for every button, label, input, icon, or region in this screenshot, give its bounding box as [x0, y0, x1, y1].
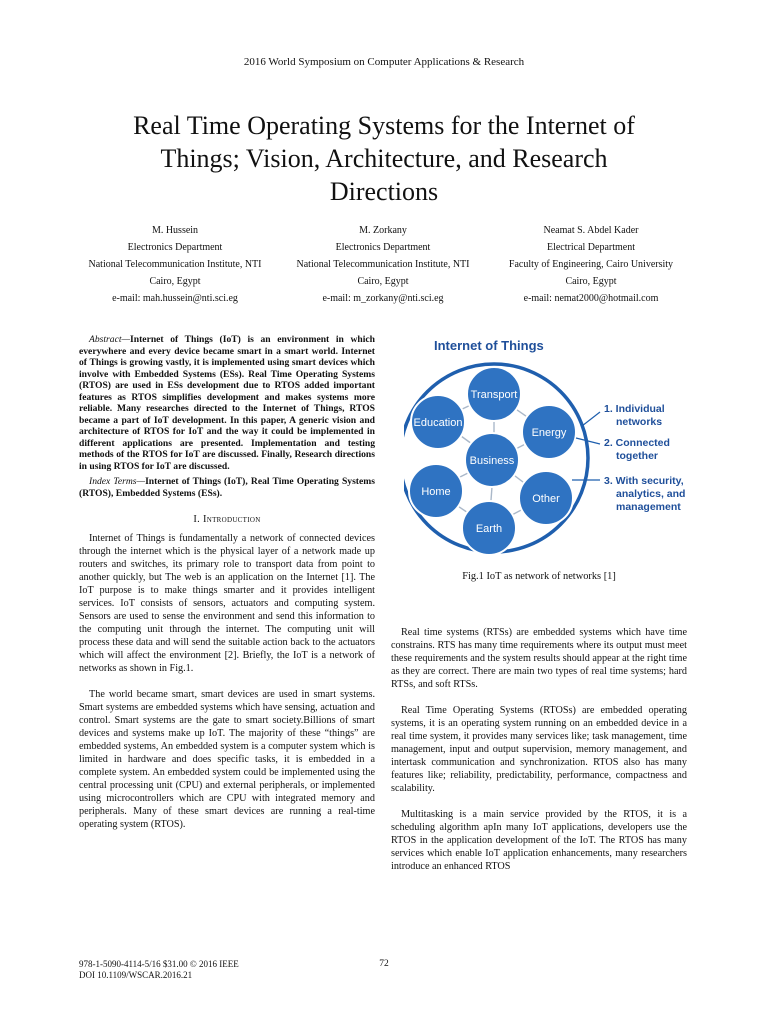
- paragraph: Real time systems (RTSs) are embedded systems which have time constrains. RTS has many time requirements where its output must meet these requirements and the system results should appear at the right time as they are correct. There are main two types of real time systems; hard RTSs, and soft RTSs.: [391, 627, 687, 690]
- paper-title: [60, 109, 708, 208]
- abstract-text: Internet of Things (IoT) is an environment in which everywhere and every device became smart in a smart world. Internet of Things is growing vastly, it is implemented using smart devices which involve with Embedded Systems (ESs). Real Time Operating Systems (RTOS) are used in ESs development due to RTOS added important features as RTOS simplifies development and makes systems more reliable. Many researches directed to the Internet of Things, RTOS became a part of IoT development. In this paper, A generic vision and architecture of RTOS for IoT and the way it could be implemented in different applications are presented. Implementation and testing methods of the RTOS for IoT are discussed. Finally, Research directions in using RTOS for IoT are discussed.: [79, 334, 375, 472]
- author-email: e-mail: mah.hussein@nti.sci.eg: [112, 293, 238, 304]
- paragraph: Real Time Operating Systems (RTOSs) are embedded operating systems, it is an operating system running on an embedded device in a real time system, it provides many services like; task management, time management, input and output supervision, memory management, and intertask communication and synchronization. RTOS also has many features like; reliability, predictability, performance, compactness and scalability.: [391, 705, 687, 794]
- note-2-line-2: together: [616, 450, 658, 462]
- author-city: Cairo, Egypt: [565, 276, 617, 287]
- node-earth: [462, 501, 516, 555]
- index-terms: [79, 476, 375, 499]
- node-transport: [467, 367, 521, 421]
- author-inst: National Telecommunication Institute, NTI: [296, 259, 470, 270]
- paragraph: Internet of Things is fundamentally a network of connected devices through the internet which is the physical layer of a network made up routers and switches, its primary role to transport data from point to another quickly, but The web is an application on the Internet [1]. The IoT purpose is to make things smarter and it provides intelligent services. IoT consists of sensors, actuators and computing system. Sensors are used to sense the environment and send this information to the computing unit through the internet. The computing unit will process these data and will send the suitable action back to the actuators which will affect the environment [2]. Briefly, the IoT is a network of networks as shown in Fig.1.: [79, 533, 375, 674]
- figure-title: Internet of Things: [434, 338, 544, 353]
- node-label: Home: [421, 486, 451, 498]
- note-3-line-3: management: [616, 501, 681, 513]
- node-label: Earth: [475, 523, 503, 535]
- node-label: Transport: [470, 389, 518, 401]
- author-dept: Electronics Department: [335, 242, 431, 253]
- author-city: Cairo, Egypt: [357, 276, 409, 287]
- author-email: e-mail: m_zorkany@nti.sci.eg: [322, 293, 444, 304]
- note-3-line-1: 3. With security,: [604, 475, 684, 487]
- author-email: e-mail: nemat2000@hotmail.com: [523, 293, 659, 304]
- page-number: 72: [379, 959, 389, 969]
- author-inst: National Telecommunication Institute, NTI: [88, 259, 262, 270]
- isbn-line: 978-1-5090-4114-5/16 $31.00 © 2016 IEEE: [79, 959, 239, 969]
- author-city: Cairo, Egypt: [149, 276, 201, 287]
- note-1-line-1: 1. Individual: [604, 403, 665, 415]
- note-1-line-2: networks: [616, 416, 663, 428]
- node-energy: [522, 405, 576, 459]
- node-business: [465, 433, 519, 487]
- conference-header: 2016 World Symposium on Computer Applications & Research: [243, 56, 525, 68]
- paragraph: Multitasking is a main service provided by the RTOS, it is a scheduling algorithm apIn many IoT applications, developers use the RTOS in the application development of the IoT. The RTOS has many services which enable IoT application enhancements, many researchers introduce an enhanced RTOS: [391, 809, 687, 872]
- figure-caption: Fig.1 IoT as network of networks [1]: [462, 571, 616, 582]
- author-name: Neamat S. Abdel Kader: [543, 225, 639, 236]
- node-other: [519, 471, 573, 525]
- node-home: [409, 464, 463, 518]
- author-1: [55, 222, 295, 307]
- title-line-2: Things; Vision, Architecture, and Research: [160, 144, 608, 173]
- section-heading: I. Introduction: [193, 514, 261, 525]
- index-terms-lead: Index Terms—: [89, 476, 146, 487]
- node-label: Business: [469, 455, 515, 467]
- title-line-1: Real Time Operating Systems for the Internet of: [133, 111, 635, 140]
- figure-notes: [604, 403, 685, 513]
- copyright-footer: [79, 959, 239, 981]
- doi-line: DOI 10.1109/WSCAR.2016.21: [79, 970, 193, 980]
- author-inst: Faculty of Engineering, Cairo University: [508, 259, 674, 270]
- left-column: [79, 334, 375, 844]
- abstract-lead: Abstract—: [89, 334, 131, 345]
- note-2-line-1: 2. Connected: [604, 437, 670, 449]
- author-name: M. Zorkany: [359, 225, 407, 236]
- node-label: Other: [532, 493, 560, 505]
- node-education: [411, 395, 465, 449]
- note-3-line-2: analytics, and: [616, 488, 686, 500]
- node-label: Energy: [531, 427, 567, 439]
- author-dept: Electrical Department: [546, 242, 635, 253]
- author-2: [263, 222, 503, 307]
- title-line-3: Directions: [329, 177, 439, 206]
- index-terms-text: Internet of Things (IoT), Real Time Operating Systems (RTOS), Embedded Systems (ESs).: [79, 476, 375, 499]
- author-name: M. Hussein: [151, 225, 199, 236]
- author-3: [471, 222, 711, 307]
- node-label: Education: [413, 417, 463, 429]
- author-dept: Electronics Department: [127, 242, 223, 253]
- iot-figure: [404, 330, 704, 570]
- paragraph: The world became smart, smart devices are used in smart systems. Smart systems are embedded systems which have sensing, actuation and control. Smart systems are the gate to smart society.Billions of smart devices and systems make up IoT. The majority of these “things” are embedded systems, An embedded system is a computer system which is limited in hardware and does specific tasks, it is embedded in a complete system. An embedded system could be implemented using the central processing unit (CPU) and external peripherals, or implemented using microcontrollers which are CPU with integrated memory and peripherals. Many of these smart devices are running a real-time operating system (RTOS).: [79, 689, 375, 830]
- right-column: [391, 626, 687, 886]
- abstract: [79, 334, 375, 472]
